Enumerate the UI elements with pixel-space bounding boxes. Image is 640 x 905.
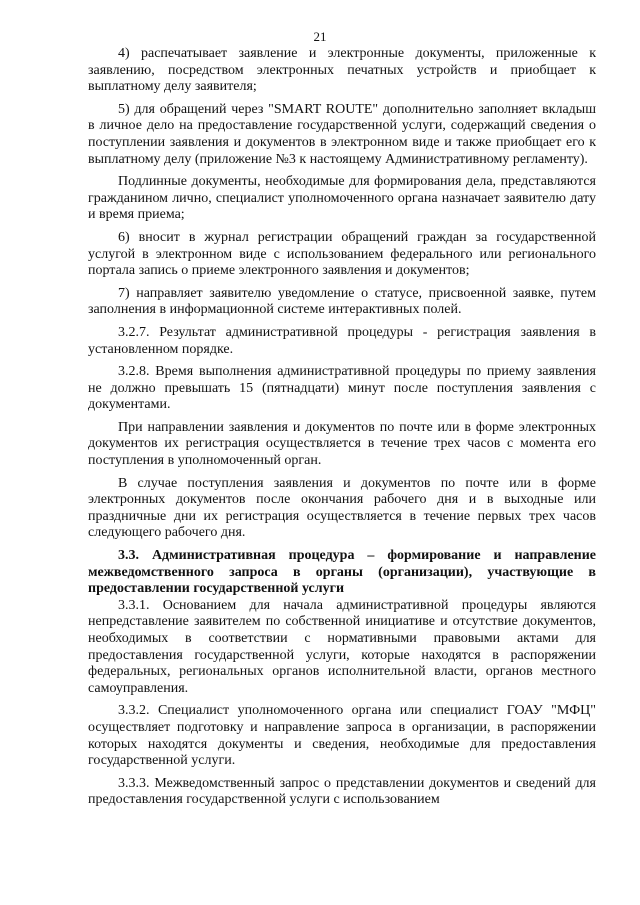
paragraph-postal-submission: При направлении заявления и документов по почте или в форме электронных документов их регистрация осуществляется в течение трех часов с момента его поступления в уполномоченный орган. — [88, 419, 596, 469]
section-heading-3-3: 3.3. Административная процедура – формирование и направление межведомственного запроса в органы (организации), участвующие в предоставлении государственной услуги — [88, 548, 596, 597]
paragraph-item-7: 7) направляет заявителю уведомление о статусе, присвоенной заявке, путем заполнения в информационной системе интерактивных полей. — [88, 285, 596, 318]
paragraph-after-hours: В случае поступления заявления и документов по почте или в форме электронных документов после окончания рабочего дня и в выходные или праздничные дни их регистрация осуществляется в течение первых трех часов следующего рабочего дня. — [88, 475, 596, 541]
page-number: 21 — [313, 29, 327, 44]
paragraph-3-3-2: 3.3.2. Специалист уполномоченного органа или специалист ГОАУ "МФЦ" осуществляет подготовку и направление запроса в организации, в распоряжении которых находятся документы и сведения, необходимые для предоставления государственной услуги. — [88, 703, 596, 769]
paragraph-3-3-1: 3.3.1. Основанием для начала административной процедуры являются непредставление заявителем по собственной инициативе и отсутствие документов, необходимых в соответствии с нормативными правовыми актами для предоставления государственной услуги, которые находятся в распоряжении федеральных, региональных органов исполнительной власти, органов местного самоуправления. — [88, 597, 596, 696]
paragraph-item-4: 4) распечатывает заявление и электронные документы, приложенные к заявлению, посредством электронных печатных устройств и приобщает к выплатному делу заявителя; — [88, 46, 596, 95]
paragraph-original-documents: Подлинные документы, необходимые для формирования дела, представляются гражданином лично, специалист уполномоченного органа назначает заявителю дату и время приема; — [88, 174, 596, 223]
paragraph-3-2-7: 3.2.7. Результат административной процедуры - регистрация заявления в установленном порядке. — [88, 324, 596, 357]
paragraph-item-5: 5) для обращений через "SMART ROUTE" дополнительно заполняет вкладыш в личное дело на предоставление государственной услуги, содержащий сведения о поступлении заявления и документов в электронном виде и также приобщает его к выплатному делу (приложение №3 к настоящему Административному регламенту). — [88, 101, 596, 167]
paragraph-3-3-3: 3.3.3. Межведомственный запрос о представлении документов и сведений для предоставления государственной услуги с использованием — [88, 775, 596, 808]
paragraph-3-2-8: 3.2.8. Время выполнения административной процедуры по приему заявления не должно превышать 15 (пятнадцати) минут после поступления заявления с документами. — [88, 364, 596, 413]
document-body — [88, 46, 596, 809]
paragraph-item-6: 6) вносит в журнал регистрации обращений граждан за государственной услугой в электронном виде с использованием федерального или регионального портала запись о приеме электронного заявления и документов; — [88, 229, 596, 279]
